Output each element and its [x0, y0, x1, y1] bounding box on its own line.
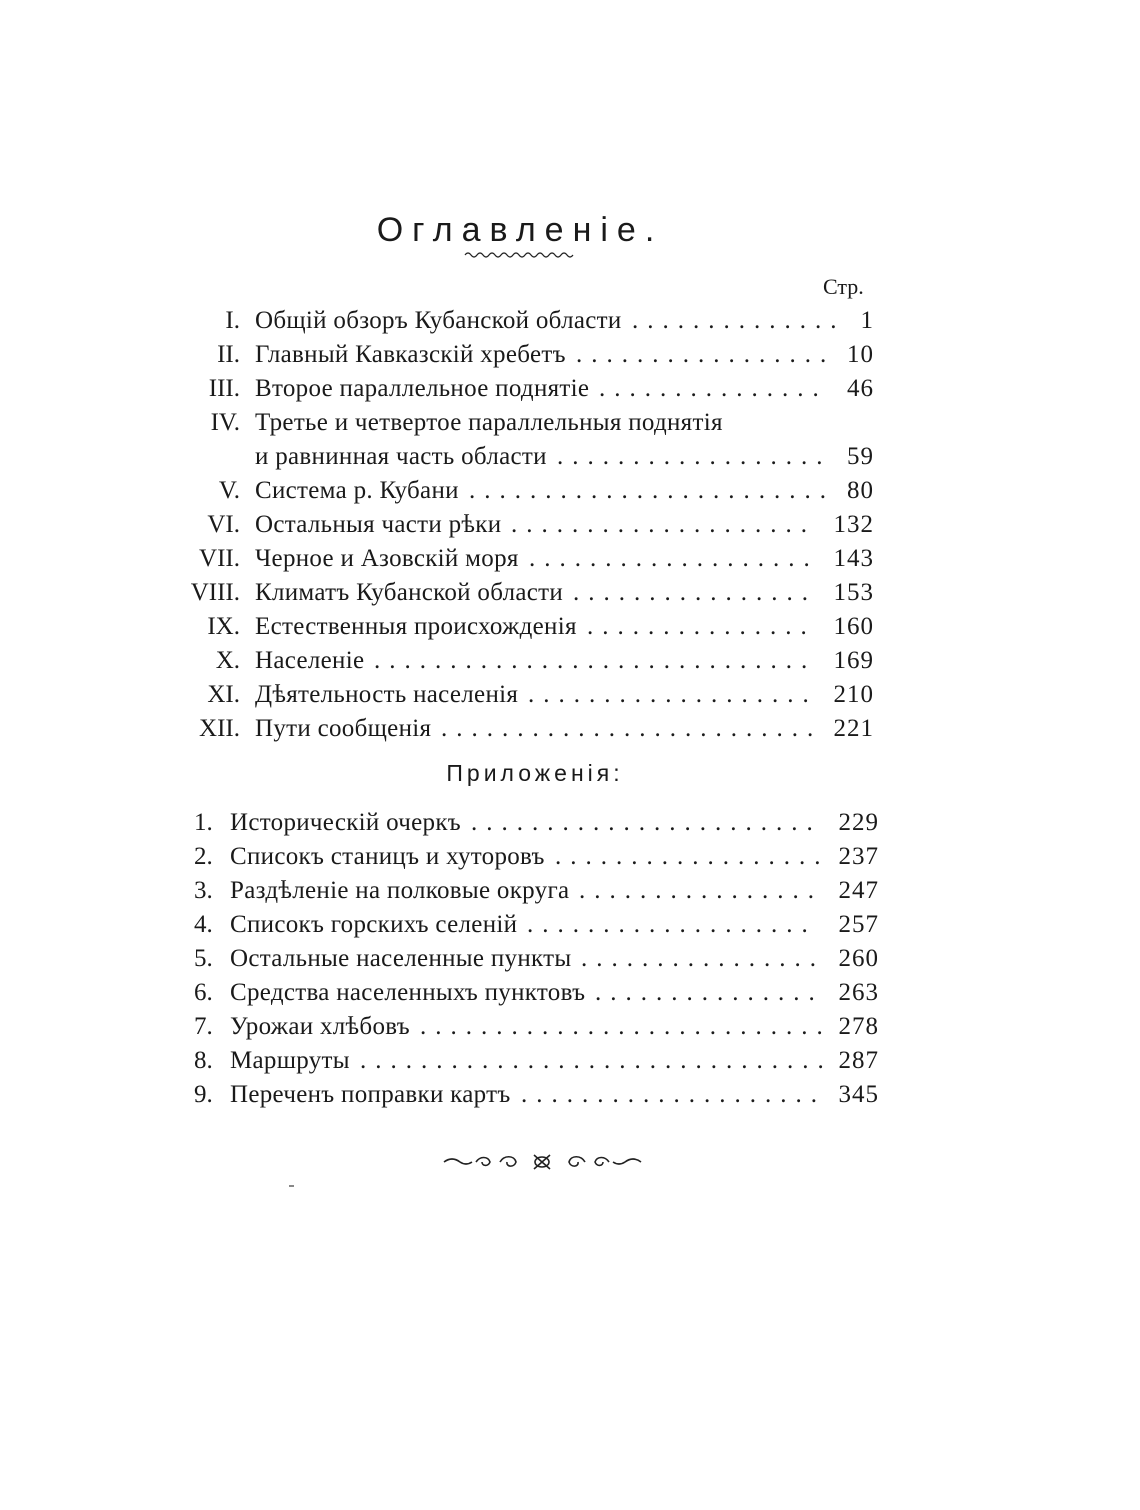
entry-number: 1.	[194, 809, 213, 836]
entry-page: 153	[833, 579, 874, 606]
entry-page: 260	[838, 945, 879, 972]
entry-title: Система р. Кубани	[255, 477, 459, 504]
entry-page: 263	[838, 979, 879, 1006]
dot-leader: ...................	[528, 681, 818, 708]
dot-leader: .........................	[441, 715, 823, 742]
appendix-row	[190, 1044, 885, 1078]
entry-page: 10	[847, 341, 874, 368]
entry-title: Средства населенныхъ пунктовъ	[230, 979, 586, 1006]
page-title: Оглавленіе.	[376, 210, 664, 249]
entry-page: 257	[838, 911, 879, 938]
entry-title: Третье и четвертое параллельныя поднятія	[255, 409, 723, 436]
toc-row	[180, 678, 880, 712]
entry-page: 210	[833, 681, 874, 708]
print-speck	[289, 1185, 294, 1187]
entry-title: Естественныя происхожденія	[255, 613, 577, 640]
toc-row	[180, 508, 880, 542]
entry-page: 1	[860, 307, 874, 334]
entry-page: 229	[838, 809, 879, 836]
entry-title: Остальныя части рѣки	[255, 511, 502, 538]
entry-page: 287	[838, 1047, 879, 1074]
entry-page: 59	[847, 443, 874, 470]
appendix-row	[190, 840, 885, 874]
dot-leader: .................	[576, 341, 836, 368]
entry-page: 169	[833, 647, 874, 674]
entry-title: Маршруты	[230, 1047, 350, 1074]
appendix-row	[190, 1010, 885, 1044]
entry-page: 247	[838, 877, 879, 904]
dot-leader: ....................	[511, 511, 816, 538]
entry-page: 132	[833, 511, 874, 538]
entry-number: 4.	[194, 911, 213, 938]
entry-page: 143	[833, 545, 874, 572]
table-of-contents	[180, 304, 880, 746]
entry-page: 345	[838, 1081, 879, 1108]
dot-leader: ................	[581, 945, 825, 972]
dot-leader: ................	[579, 877, 823, 904]
entry-number: IV.	[210, 409, 240, 436]
entry-title: Урожаи хлѣбовъ	[230, 1013, 410, 1040]
entry-number: 5.	[194, 945, 213, 972]
entry-number: 6.	[194, 979, 213, 1006]
entry-page: 278	[838, 1013, 879, 1040]
entry-title: Дѣятельность населенія	[255, 681, 519, 708]
entry-number: IX.	[207, 613, 240, 640]
entry-number: 3.	[194, 877, 213, 904]
entry-number: XII.	[199, 715, 240, 742]
toc-row	[180, 474, 880, 508]
title-wavy-rule	[463, 250, 577, 260]
entry-page: 221	[833, 715, 874, 742]
dot-leader: ...............	[587, 613, 816, 640]
dot-leader: ...........................	[420, 1013, 832, 1040]
appendix-row	[190, 942, 885, 976]
entry-title: Населеніе	[255, 647, 365, 674]
entry-number: 7.	[194, 1013, 213, 1040]
entry-number: 8.	[194, 1047, 213, 1074]
toc-row	[180, 610, 880, 644]
dot-leader: ...................	[527, 911, 817, 938]
toc-row	[180, 576, 880, 610]
dot-leader: ...................	[529, 545, 819, 572]
entry-title: Списокъ станицъ и хуторовъ	[230, 843, 545, 870]
entry-title: Списокъ горскихъ селеній	[230, 911, 518, 938]
toc-row	[180, 644, 880, 678]
dot-leader: ..............	[632, 307, 846, 334]
appendix-row	[190, 976, 885, 1010]
entry-number: II.	[217, 341, 240, 368]
entry-number: X.	[215, 647, 240, 674]
appendix-title: Приложенія:	[446, 760, 624, 786]
dot-leader: ..................	[557, 443, 832, 470]
entry-title: Главный Кавказскій хребетъ	[255, 341, 566, 368]
dot-leader: .......................	[471, 809, 822, 836]
dot-leader: ....................	[521, 1081, 826, 1108]
entry-title: Переченъ поправки картъ	[230, 1081, 511, 1108]
entry-title: Черное и Азовскій моря	[255, 545, 519, 572]
entry-number: VII.	[199, 545, 240, 572]
entry-title: Остальные населенные пункты	[230, 945, 572, 972]
entry-title: Пути сообщенія	[255, 715, 432, 742]
dot-leader: ................	[573, 579, 817, 606]
appendix-row	[190, 908, 885, 942]
entry-number: 2.	[194, 843, 213, 870]
entry-title: и равнинная часть области	[255, 443, 547, 470]
toc-row	[180, 440, 880, 474]
entry-number: 9.	[194, 1081, 213, 1108]
entry-title: Историческій очеркъ	[230, 809, 462, 836]
appendix-list	[190, 806, 885, 1112]
toc-row	[180, 406, 880, 440]
entry-number: XI.	[207, 681, 240, 708]
ornament-divider	[440, 1151, 645, 1173]
entry-number: VI.	[207, 511, 240, 538]
entry-number: I.	[225, 307, 240, 334]
dot-leader: ........................	[469, 477, 835, 504]
entry-number: V.	[218, 477, 240, 504]
toc-row	[180, 304, 880, 338]
appendix-row	[190, 806, 885, 840]
dot-leader: ..................	[555, 843, 830, 870]
entry-number: III.	[208, 375, 240, 402]
toc-row	[180, 712, 880, 746]
appendix-row	[190, 874, 885, 908]
dot-leader: .............................	[374, 647, 817, 674]
entry-page: 160	[833, 613, 874, 640]
appendix-row	[190, 1078, 885, 1112]
toc-row	[180, 372, 880, 406]
entry-title: Раздѣленіе на полковые округа	[230, 877, 570, 904]
dot-leader: ...............	[599, 375, 828, 402]
entry-page: 80	[847, 477, 874, 504]
toc-row	[180, 338, 880, 372]
dot-leader: ...............................	[360, 1047, 833, 1074]
entry-page: 237	[838, 843, 879, 870]
entry-number: VIII.	[190, 579, 240, 606]
toc-row	[180, 542, 880, 576]
page-column-label: Стр.	[823, 274, 864, 299]
entry-title: Общій обзоръ Кубанской области	[255, 307, 622, 334]
entry-title: Климатъ Кубанской области	[255, 579, 564, 606]
dot-leader: ...............	[595, 979, 824, 1006]
entry-page: 46	[847, 375, 874, 402]
entry-title: Второе параллельное поднятіе	[255, 375, 590, 402]
